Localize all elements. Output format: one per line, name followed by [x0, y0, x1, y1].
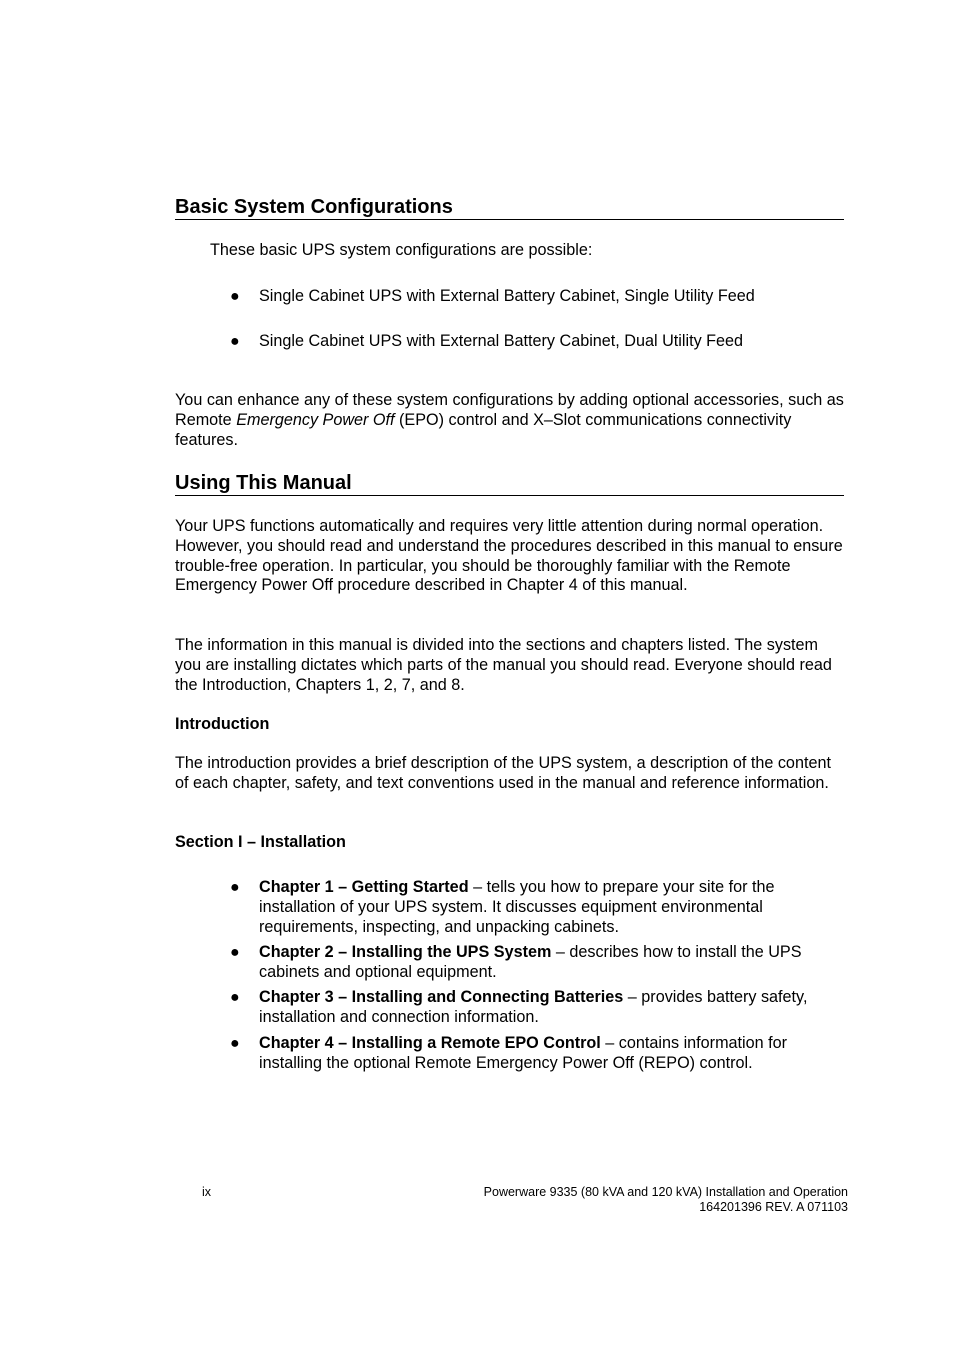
heading-using-this-manual: Using This Manual — [175, 471, 844, 496]
footer-doc-code: 164201396 REV. A 071103 — [699, 1200, 848, 1214]
chapter-description: – contains information for installing the optional Remote Emergency Power Off (REPO) control. — [259, 1034, 788, 1072]
footer-page-number: ix — [202, 1185, 212, 1199]
config-bullet-text: Single Cabinet UPS with External Battery Cabinet, Dual Utility Feed — [259, 332, 744, 350]
chapter-description: – tells you how to prepare your site for the installation of your UPS system. It discusses equipment environmental requirements, inspecting, and unpacking cabinets. — [259, 878, 775, 936]
chapter-bullet-1 — [230, 878, 848, 937]
chapter-title: Chapter 1 – Getting Started — [259, 878, 469, 896]
chapter-bullet-2 — [230, 943, 848, 983]
bullet-dot-icon: ● — [230, 333, 240, 350]
section-1-subheading: Section I – Installation — [175, 833, 346, 851]
config-bullet-1 — [230, 287, 848, 307]
chapter-bullet-text — [259, 1034, 848, 1074]
bullet-dot-icon: ● — [230, 879, 240, 896]
chapter-title: Chapter 3 – Installing and Connecting Batteries — [259, 988, 624, 1006]
chapter-bullet-4 — [230, 1034, 848, 1074]
enhance-text-end: (EPO) control and X–Slot communications connectivity features. — [175, 410, 792, 449]
enhance-text-italic: Emergency Power Off — [236, 410, 395, 429]
footer-doc-info — [484, 1185, 848, 1215]
manual-paragraph-2: The information in this manual is divided into the sections and chapters listed. The system you are installing dictates which parts of the manual you should read. Everyone should read the Introduction, Chapters 1, 2, 7, and 8. — [175, 636, 832, 694]
chapter-bullet-3 — [230, 988, 848, 1028]
chapter-description: – provides battery safety, installation and connection information. — [259, 988, 808, 1026]
config-bullet-text: Single Cabinet UPS with External Battery Cabinet, Single Utility Feed — [259, 287, 755, 305]
bullet-dot-icon: ● — [230, 1035, 240, 1052]
enhance-text-start: You can enhance any of these system configurations by adding optional accessories, such as Remote — [175, 391, 844, 429]
manual-paragraph-1: Your UPS functions automatically and requires very little attention during normal operation. However, you should read and understand the procedures described in this manual to ensure trouble-free operation. In particular, you should be thoroughly familiar with the Remote Emergency Power Off procedure described in Chapter 4 of this manual. — [175, 517, 843, 595]
bullet-dot-icon: ● — [230, 944, 240, 961]
introduction-text: The introduction provides a brief description of the UPS system, a description of the content of each chapter, safety, and text conventions used in the manual and reference information. — [175, 754, 831, 792]
introduction-subheading: Introduction — [175, 715, 270, 733]
footer-doc-title: Powerware 9335 (80 kVA and 120 kVA) Installation and Operation — [483, 1185, 848, 1199]
chapter-bullet-text — [259, 988, 848, 1028]
chapter-title: Chapter 2 – Installing the UPS System — [259, 943, 552, 961]
config-bullet-2 — [230, 332, 848, 352]
chapter-title: Chapter 4 – Installing a Remote EPO Control — [259, 1034, 601, 1052]
basic-intro-text: These basic UPS system configurations are possible: — [210, 241, 593, 259]
enhance-paragraph — [175, 391, 847, 450]
chapter-bullet-text — [259, 878, 848, 937]
heading-basic-system-configurations: Basic System Configurations — [175, 195, 844, 220]
chapter-description: – describes how to install the UPS cabinets and optional equipment. — [259, 943, 802, 981]
bullet-dot-icon: ● — [230, 288, 240, 305]
bullet-dot-icon: ● — [230, 989, 240, 1006]
chapter-bullet-text — [259, 943, 848, 983]
